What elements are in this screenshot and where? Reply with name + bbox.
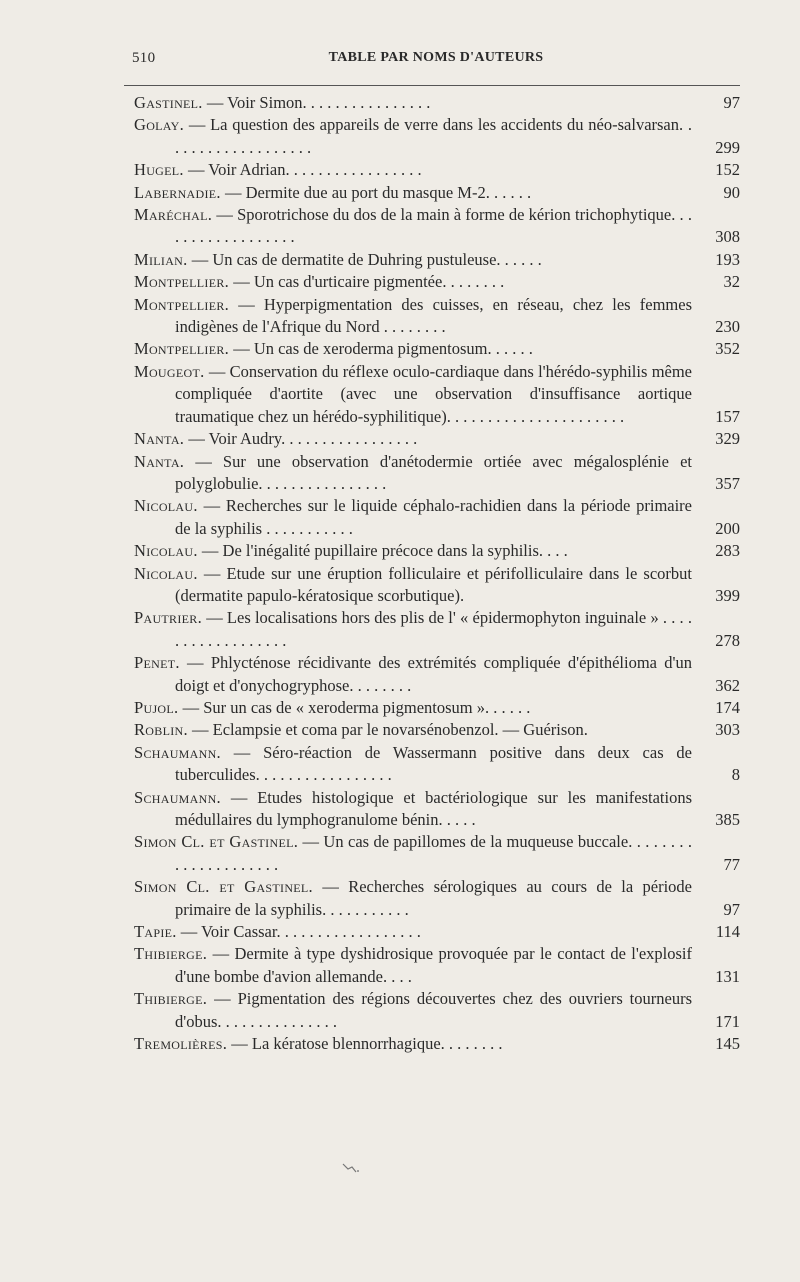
- entry-title: — Pigmentation des régions découvertes chez des ouvriers tourneurs d'obus. . . . . . . . . . . . . . .: [175, 989, 693, 1031]
- entry-page-number: 303: [715, 720, 740, 740]
- index-entry: [134, 563, 740, 608]
- entry-title: — Sporotrichose du dos de la main à forme de kérion trichophytique. . . . . . . . . . . . . . . . . .: [175, 205, 692, 247]
- author-index-list: [134, 92, 740, 1055]
- index-entry: [134, 495, 740, 540]
- index-entry: [134, 249, 740, 271]
- entry-title: — Un cas de xeroderma pigmentosum. . . . . .: [233, 339, 533, 359]
- index-entry: [134, 1033, 740, 1055]
- entry-page-number: 8: [731, 765, 740, 785]
- entry-author: Thibierge.: [134, 944, 208, 964]
- entry-title: — Etude sur une éruption folliculaire et périfolliculaire dans le scorbut (dermatite papulo-kératosique scorbutique).: [175, 563, 692, 605]
- ink-speck-mark: [340, 1160, 364, 1176]
- header-rule: [124, 85, 740, 86]
- entry-title: — Voir Audry. . . . . . . . . . . . . . . . .: [188, 429, 418, 449]
- entry-title: — La question des appareils de verre dans les accidents du néo-salvarsan. . . . . . . . . . . . . . . . . . .: [175, 115, 692, 157]
- entry-title: — Les localisations hors des plis de l' « épidermophyton inguinale » . . . . . . . . . . . . . . . . . .: [175, 608, 693, 650]
- index-entry: [134, 271, 740, 293]
- entry-page-number: 352: [715, 339, 740, 359]
- entry-title: — Recherches sur le liquide céphalo-rachidien dans la période primaire de la syphilis . . . . . . . . . . .: [175, 496, 693, 538]
- index-entry: [134, 742, 740, 787]
- entry-author: Tremolières.: [134, 1034, 228, 1054]
- entry-title: — Un cas de papillomes de la muqueuse buccale. . . . . . . . . . . . . . . . . . . . .: [175, 832, 692, 874]
- index-entry: [134, 697, 740, 719]
- entry-author: Milian.: [134, 249, 188, 269]
- index-entry: [134, 876, 740, 921]
- entry-author: Nanta.: [134, 451, 185, 471]
- entry-page-number: 77: [723, 854, 740, 874]
- entry-title: — Voir Adrian. . . . . . . . . . . . . . . . .: [187, 160, 422, 180]
- entry-page-number: 399: [715, 585, 740, 605]
- entry-author: Montpellier.: [134, 272, 230, 292]
- entry-author: Thibierge.: [134, 989, 208, 1009]
- entry-page-number: 357: [715, 473, 740, 493]
- index-entry: [134, 361, 740, 428]
- index-entry: [134, 988, 740, 1033]
- index-entry: [134, 607, 740, 652]
- entry-author: Montpellier.: [134, 339, 230, 359]
- index-entry: [134, 428, 740, 450]
- entry-page-number: 145: [715, 1034, 740, 1054]
- entry-title: — Phlycténose récidivante des extrémités compliquée d'épithélioma d'un doigt et d'onychogryphose. . . . . . . .: [175, 653, 693, 695]
- entry-page-number: 131: [715, 966, 740, 986]
- entry-page-number: 362: [715, 675, 740, 695]
- entry-page-number: 200: [715, 518, 740, 538]
- entry-author: Penet.: [134, 653, 180, 673]
- index-entry: [134, 831, 740, 876]
- entry-title: — Eclampsie et coma par le novarsénobenzol. — Guérison.: [192, 720, 588, 740]
- entry-page-number: 299: [715, 137, 740, 157]
- index-entry: [134, 921, 740, 943]
- entry-title: — Etudes histologique et bactériologique sur les manifestations médullaires du lymphogranulome bénin. . . . .: [175, 787, 693, 829]
- entry-author: Mougeot.: [134, 361, 205, 381]
- index-entry: [134, 182, 740, 204]
- entry-title: — Sur un cas de « xeroderma pigmentosum ». . . . . .: [182, 697, 531, 717]
- entry-title: — Dermite à type dyshidrosique provoquée par le contact de l'explosif d'une bombe d'avion allemande. . . .: [175, 944, 693, 986]
- entry-page-number: 171: [715, 1011, 740, 1031]
- entry-page-number: 308: [715, 227, 740, 247]
- index-entry: [134, 204, 740, 249]
- page-title: TABLE PAR NOMS D'AUTEURS: [328, 50, 544, 65]
- entry-title: — Dermite due au port du masque M-2. . . . . .: [224, 182, 532, 202]
- index-entry: [134, 787, 740, 832]
- entry-page-number: 385: [715, 810, 740, 829]
- index-entry: [134, 943, 740, 988]
- entry-author: Labernadie.: [134, 182, 221, 202]
- entry-author: Montpellier.: [134, 294, 230, 314]
- entry-author: Roblin.: [134, 720, 188, 740]
- entry-author: Simon Cl. et Gastinel.: [134, 832, 299, 852]
- entry-page-number: 152: [715, 160, 740, 180]
- entry-title: — Recherches sérologiques au cours de la période primaire de la syphilis. . . . . . . . . . .: [175, 877, 693, 919]
- entry-page-number: 278: [715, 630, 740, 650]
- entry-title: — Séro-réaction de Wassermann positive dans deux cas de tuberculides. . . . . . . . . . . . . . . . .: [175, 742, 693, 785]
- entry-author: Nicolau.: [134, 541, 198, 561]
- entry-page-number: 329: [715, 429, 740, 449]
- entry-title: — De l'inégalité pupillaire précoce dans la syphilis. . . .: [201, 541, 568, 561]
- entry-title: — Voir Cassar. . . . . . . . . . . . . . . . . .: [180, 922, 421, 942]
- entry-page-number: 283: [715, 541, 740, 561]
- entry-author: Nanta.: [134, 429, 185, 449]
- index-entry: [134, 338, 740, 360]
- entry-author: Tapie.: [134, 922, 177, 942]
- entry-title: — Hyperpigmentation des cuisses, en réseau, chez les femmes indigènes de l'Afrique du Nord . . . . . . . .: [175, 294, 692, 337]
- entry-page-number: 114: [715, 922, 740, 942]
- entry-page-number: 32: [723, 272, 740, 292]
- index-entry: [134, 114, 740, 159]
- index-entry: [134, 159, 740, 181]
- entry-author: Pujol.: [134, 697, 179, 717]
- entry-author: Nicolau.: [134, 563, 198, 583]
- entry-page-number: 90: [723, 182, 740, 202]
- entry-title: — Voir Simon. . . . . . . . . . . . . . . .: [206, 93, 431, 112]
- entry-author: Golay.: [134, 115, 185, 135]
- entry-page-number: 97: [723, 93, 740, 112]
- entry-author: Schaumann.: [134, 787, 221, 807]
- entry-title: — Un cas de dermatite de Duhring pustuleuse. . . . . .: [191, 249, 542, 269]
- entry-page-number: 230: [715, 317, 740, 337]
- page-header: [132, 50, 740, 70]
- entry-page-number: 97: [723, 899, 740, 919]
- page-number: 510: [132, 50, 156, 66]
- entry-author: Hugel.: [134, 160, 184, 180]
- entry-title: — Sur une observation d'anétodermie ortiée avec mégalosplénie et polyglobulie. . . . . . . . . . . . . . . .: [175, 451, 693, 493]
- entry-page-number: 157: [715, 406, 740, 426]
- index-entry: [134, 540, 740, 562]
- index-entry: [134, 719, 740, 741]
- index-entry: [134, 92, 740, 114]
- entry-author: Nicolau.: [134, 496, 198, 516]
- entry-page-number: 174: [715, 697, 740, 717]
- entry-author: Maréchal.: [134, 205, 213, 225]
- index-entry: [134, 451, 740, 496]
- entry-title: — La kératose blennorrhagique. . . . . . . .: [231, 1034, 503, 1054]
- entry-author: Gastinel.: [134, 93, 203, 112]
- entry-author: Pautrier.: [134, 608, 202, 628]
- entry-author: Schaumann.: [134, 742, 221, 762]
- entry-title: — Un cas d'urticaire pigmentée. . . . . . . .: [233, 272, 505, 292]
- entry-title: — Conservation du réflexe oculo-cardiaque dans l'hérédo-syphilis même compliquée d'aortite (avec une observation d'insuffisance aortique traumatique chez un hérédo-syphilitique). . . . . . . . . . . . . . . . . . . . . .: [175, 361, 693, 426]
- index-entry: [134, 652, 740, 697]
- entry-author: Simon Cl. et Gastinel.: [134, 877, 313, 897]
- index-entry: [134, 294, 740, 339]
- entry-page-number: 193: [715, 249, 740, 269]
